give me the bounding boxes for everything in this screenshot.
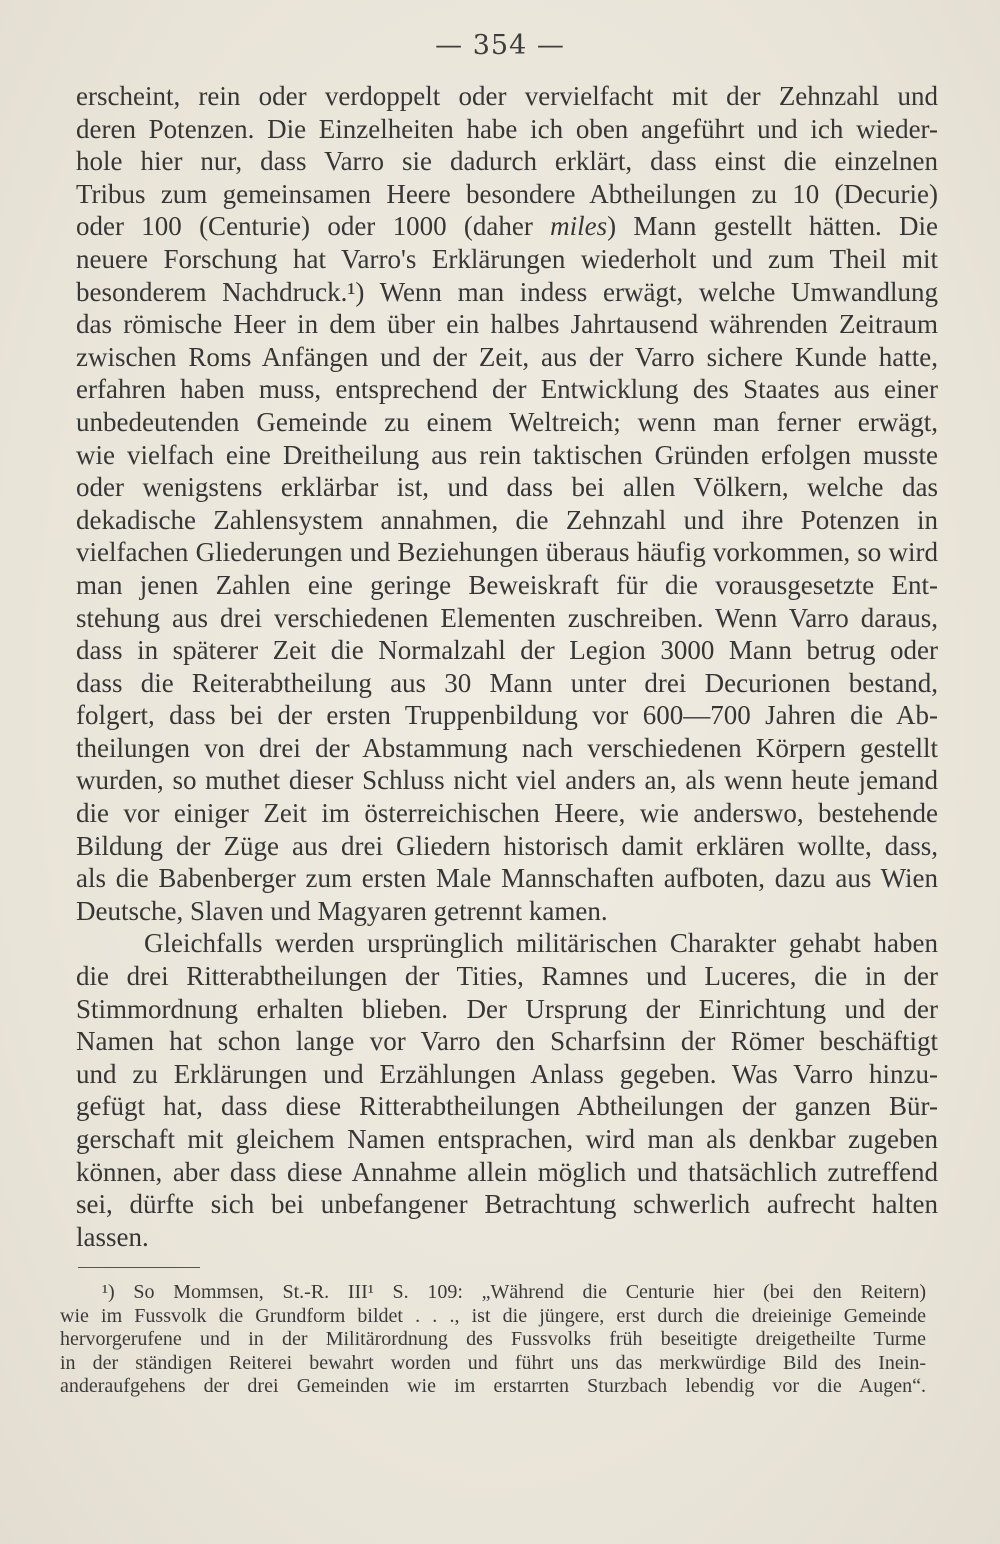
text-line: Tribus zum gemeinsamen Heere besondere Abtheilungen zu 10 (Decurie) [76, 178, 938, 209]
footnote-rule [78, 1267, 200, 1268]
text-line: oder 100 (Centurie) oder 1000 (daher miles) Mann gestellt hätten. Die [76, 211, 938, 242]
text-line: dass die Reiterabtheilung aus 30 Mann unter drei Decurionen bestand, [76, 667, 938, 698]
text-line: Deutsche, Slaven und Magyaren getrennt kamen. [76, 895, 608, 926]
text-line: erscheint, rein oder verdoppelt oder vervielfacht mit der Zehnzahl und [76, 81, 938, 111]
text-line: Bildung der Züge aus drei Gliedern historisch damit erklären wollte, dass, [76, 830, 938, 861]
text-line: neuere Forschung hat Varro's Erklärungen wiederholt und zum Theil mit [76, 243, 938, 274]
text-line: können, aber dass diese Annahme allein möglich und thatsächlich zutreffend [76, 1156, 938, 1187]
text-line: die drei Ritterabtheilungen der Tities, Ramnes und Luceres, die in der [76, 961, 938, 992]
text-line: hole hier nur, dass Varro sie dadurch erklärt, dass einst die einzelnen [76, 146, 938, 177]
text-line: theilungen von drei der Abstammung nach verschiedenen Körpern gestellt [76, 732, 938, 763]
text-line: die vor einiger Zeit im österreichischen Heere, wie anderswo, bestehende [76, 798, 938, 829]
text-line: zwischen Roms Anfängen und der Zeit, aus der Varro sichere Kunde hatte, [76, 341, 938, 372]
text-line: und zu Erklärungen und Erzählungen Anlass gegeben. Was Varro hinzu- [76, 1058, 938, 1089]
text-line: oder wenigstens erklärbar ist, und dass bei allen Völkern, welche das [76, 472, 938, 503]
page-number: — 354 — [435, 30, 565, 61]
text-line: wurden, so muthet dieser Schluss nicht viel anders an, als wenn heute jemand [76, 765, 938, 796]
body-text [76, 80, 938, 1253]
footnote-line: in der ständigen Reiterei bewahrt worden und führt uns das merkwürdige Bild des Inein- [60, 1351, 926, 1374]
text-line: gefügt hat, dass diese Ritterabtheilungen Abtheilungen der ganzen Bür- [76, 1091, 938, 1122]
footnote-line: wie im Fussvolk die Grundform bildet . . ., ist die jüngere, erst durch die dreieinige Gemeinde [60, 1304, 926, 1327]
text-line: lassen. [76, 1221, 149, 1252]
text-line: man jenen Zahlen eine geringe Beweiskraft für die vorausgesetzte Ent- [76, 569, 938, 600]
text-line: unbedeutenden Gemeinde zu einem Weltreich; wenn man ferner erwägt, [76, 406, 938, 437]
text-line: wie vielfach eine Dreitheilung aus rein taktischen Gründen erfolgen musste [76, 439, 938, 470]
footnote-line: anderaufgehens der drei Gemeinden wie im erstarrten Sturzbach lebendig vor die Augen“. [60, 1375, 926, 1397]
italic-word: miles [550, 211, 608, 242]
text-line: deren Potenzen. Die Einzelheiten habe ich oben angeführt und ich wieder- [76, 113, 938, 144]
text-line: dass in späterer Zeit die Normalzahl der Legion 3000 Mann betrug oder [76, 635, 938, 666]
text-line: gerschaft mit gleichem Namen entsprachen, wird man als denkbar zugeben [76, 1124, 938, 1154]
text-line: erfahren haben muss, entsprechend der Entwicklung des Staates aus einer [76, 374, 938, 405]
text-line: Gleichfalls werden ursprünglich militärischen Charakter gehabt haben [144, 928, 938, 959]
text-line: das römische Heer in dem über ein halbes Jahrtausend währenden Zeitraum [76, 309, 938, 340]
paragraph-1 [76, 80, 938, 927]
text-line: sei, dürfte sich bei unbefangener Betrachtung schwerlich aufrecht halten [76, 1189, 938, 1220]
footnote [60, 1281, 926, 1399]
text-line: vielfachen Gliederungen und Beziehungen überaus häufig vorkommen, so wird [76, 537, 938, 568]
text-line: besonderem Nachdruck.¹) Wenn man indess erwägt, welche Umwandlung [76, 276, 938, 307]
text-line: folgert, dass bei der ersten Truppenbildung vor 600—700 Jahren die Ab- [76, 700, 938, 731]
paragraph-2 [76, 927, 938, 1253]
footnote-line: ¹) So Mommsen, St.-R. III¹ S. 109: „Während die Centurie hier (bei den Reitern) [102, 1281, 926, 1303]
footnote-line: hervorgerufene und in der Militärordnung des Fussvolks früh beseitigte dreigetheilte Turme [60, 1328, 926, 1350]
text-line: stehung aus drei verschiedenen Elementen zuschreiben. Wenn Varro daraus, [76, 602, 938, 633]
text-line: dekadische Zahlensystem annahmen, die Zehnzahl und ihre Potenzen in [76, 504, 938, 535]
text-line: als die Babenberger zum ersten Male Mannschaften aufboten, dazu aus Wien [76, 863, 938, 894]
text-line: Namen hat schon lange vor Varro den Scharfsinn der Römer beschäftigt [76, 1026, 938, 1057]
text-line: Stimmordnung erhalten blieben. Der Ursprung der Einrichtung und der [76, 993, 938, 1024]
